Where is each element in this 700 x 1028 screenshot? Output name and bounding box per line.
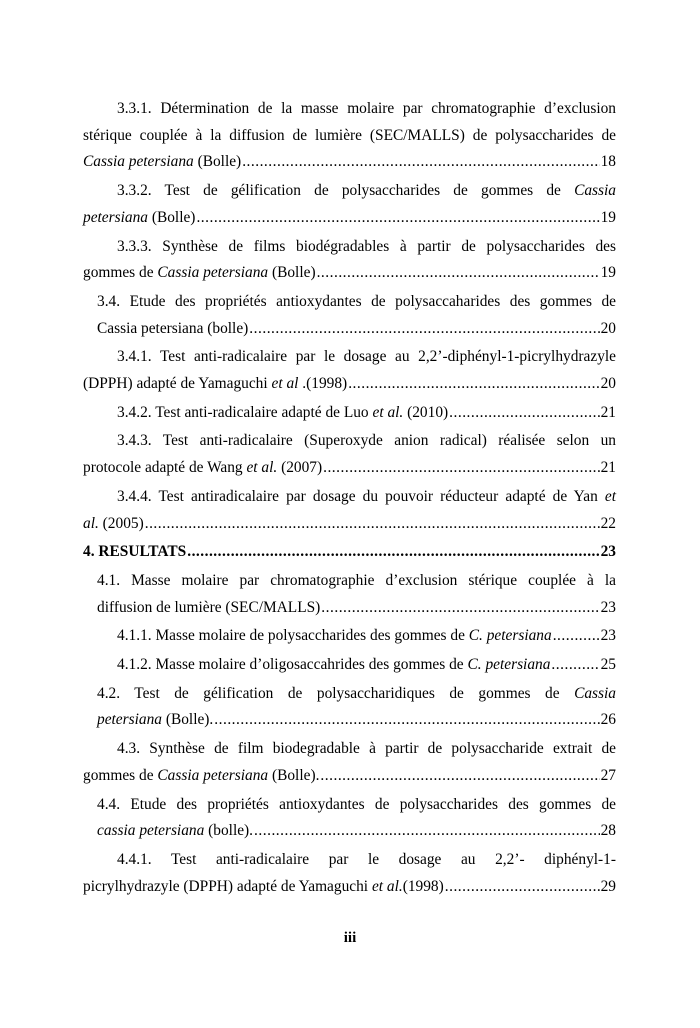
toc-entry-4-3: 4.3. Synthèse de film biodegradable à partir de polysaccharide extrait de gommes de Cassia petersiana (Bolle). ..... 27	[83, 736, 616, 789]
toc-entry-3-3-1	[83, 96, 616, 176]
dot-leader	[553, 623, 600, 650]
toc-page-number: 21	[600, 403, 616, 421]
toc-page-number: 19	[600, 264, 616, 282]
toc-entry-4-4-1: 4.4.1. Test anti-radicalaire par le dosage au 2,2’- diphényl-1- picrylhydrazyle (DPPH) adapté de Yamaguchi et al.(1998) ..... 29	[83, 847, 616, 900]
toc-entry-text: 3.4.2. Test anti-radicalaire adapté de Luo	[117, 403, 373, 421]
toc-entry-text: (bolle).	[204, 822, 254, 840]
toc-entry-text: (2007)	[277, 459, 323, 477]
toc-page-number: 22	[600, 514, 616, 532]
toc-entry-italic: C. petersiana	[467, 656, 551, 674]
dot-leader	[551, 652, 599, 679]
toc-entry-4-1-1	[83, 623, 616, 650]
toc-entry-3-3-3: 3.3.3. Synthèse de films biodégradables à partir de polysaccharides des gommes de Cassia petersiana (Bolle) ..... 19	[83, 234, 616, 287]
dot-leader	[449, 400, 599, 427]
dot-leader	[321, 595, 599, 622]
dot-leader	[254, 818, 600, 845]
toc-entry-4-1-2	[83, 652, 616, 679]
toc-entry-4-4	[83, 792, 616, 845]
toc-entry-italic: et al.	[372, 403, 404, 421]
toc-entry-3-4-4: 3.4.4. Test antiradicalaire par dosage du pouvoir réducteur adapté de Yan et al. (2005) ..... 22	[83, 484, 616, 537]
toc-entry-italic: et al.	[246, 459, 278, 477]
dot-leader	[317, 260, 600, 287]
toc-entry-italic: Cassia petersiana	[157, 264, 269, 282]
toc-page-number: 20	[600, 375, 616, 393]
dot-leader	[214, 707, 599, 734]
dot-leader	[187, 539, 599, 566]
toc-page-number: 20	[600, 319, 616, 337]
toc-entry-text: (Bolle).	[161, 711, 214, 729]
toc-page-number: 21	[600, 459, 616, 477]
toc-entry-text: (Bolle)	[193, 153, 242, 171]
toc-entry-text: 3.3.2. Test de gélification de polysaccharides de gommes de	[117, 182, 575, 200]
dot-leader	[249, 316, 599, 343]
toc-entry-text: (Bolle)	[147, 208, 196, 226]
toc-entry-italic: Cassia petersiana	[83, 153, 194, 171]
toc-entry-text: (Bolle).	[268, 766, 320, 784]
toc-page-number: 23	[600, 598, 616, 616]
toc-entry-italic: C. petersiana	[468, 627, 552, 645]
toc-page-number: 23	[600, 543, 616, 561]
toc-entry-3-4: 3.4. Etude des propriétés antioxydantes de polysaccaharides des gommes de Cassia petersiana (bolle) ..... 20	[83, 289, 616, 342]
toc-page-number: 18	[600, 153, 616, 171]
dot-leader	[196, 205, 599, 232]
dot-leader	[348, 371, 599, 398]
toc-entry-italic: cassia petersiana	[97, 822, 205, 840]
toc-entry-text: .(1998)	[298, 375, 348, 393]
dot-leader	[242, 149, 599, 176]
toc-page-number: 28	[600, 822, 616, 840]
dot-leader	[145, 511, 600, 538]
toc-entry-3-4-1: 3.4.1. Test anti-radicalaire par le dosage au 2,2’-diphényl-1-picrylhydrazyle (DPPH) adapté de Yamaguchi et al .(1998) ..... 20	[83, 344, 616, 397]
toc-page-number: 23	[600, 627, 616, 645]
toc-page-number: 26	[600, 711, 616, 729]
toc-page-number: 27	[600, 766, 616, 784]
toc-entry-3-3-2: 3.3.2. Test de gélification de polysaccharides de gommes de Cassia petersiana (Bolle) ..... 19	[83, 178, 616, 231]
toc-entry-text: 4.1.2. Masse molaire d’oligosaccahrides des gommes de	[117, 656, 468, 674]
dot-leader	[320, 763, 599, 790]
toc-entry-italic: et al.	[371, 877, 403, 895]
toc-entry-text: 3.3.1. Détermination de la masse molaire par chromatographie d’exclusion stérique couplée à la diffusion de lumière (SEC/MALLS) de polysaccharides de	[83, 100, 616, 144]
toc-entry-4-1: 4.1. Masse molaire par chromatographie d’exclusion stérique couplée à la diffusion de lumière (SEC/MALLS) ..... 23	[83, 568, 616, 621]
table-of-contents	[83, 96, 616, 900]
toc-page-number: 25	[600, 656, 616, 674]
toc-entry-4-2: 4.2. Test de gélification de polysaccharidiques de gommes de Cassia petersiana (Bolle). ..... 26	[83, 681, 616, 734]
toc-entry-4	[83, 539, 616, 566]
toc-entry-text: 4.2. Test de gélification de polysaccharidiques de gommes de	[97, 684, 575, 702]
toc-entry-text: 4. RESULTATS	[83, 543, 187, 561]
toc-entry-text: (1998)	[402, 877, 444, 895]
dot-leader	[445, 874, 600, 901]
dot-leader	[323, 455, 600, 482]
toc-entry-italic: Cassia petersiana	[157, 766, 269, 784]
toc-entry-3-4-2	[83, 400, 616, 427]
toc-entry-italic: et al	[271, 375, 299, 393]
toc-entry-text: (Bolle)	[268, 264, 316, 282]
page-number-footer: iii	[343, 930, 357, 946]
toc-page-number: 29	[600, 877, 616, 895]
toc-entry-3-4-3: 3.4.3. Test anti-radicalaire (Superoxyde anion radical) réalisée selon un protocole adapté de Wang et al. (2007) ..... 21	[83, 428, 616, 481]
toc-entry-text: 4.1.1. Masse molaire de polysaccharides des gommes de	[117, 627, 469, 645]
toc-entry-text: 4.4. Etude des propriétés antioxydantes de polysaccharides des gommes de	[97, 795, 616, 813]
toc-entry-text: (2010)	[403, 403, 449, 421]
toc-page-number: 19	[600, 208, 616, 226]
